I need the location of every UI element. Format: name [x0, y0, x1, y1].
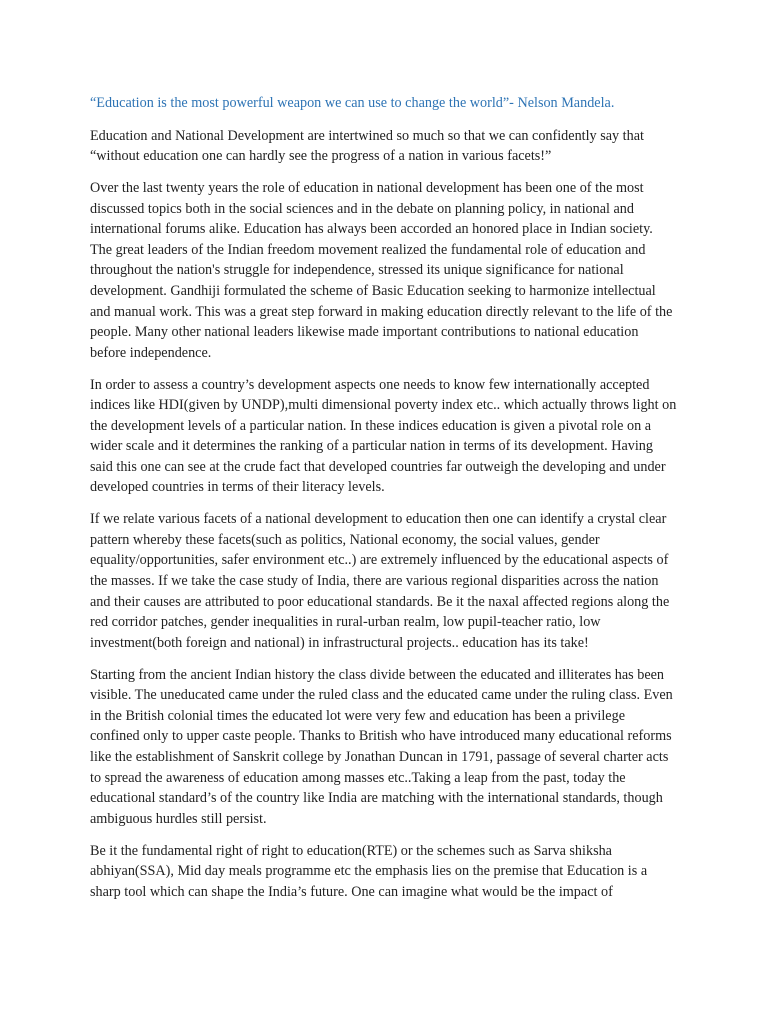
paragraph-history: Over the last twenty years the role of education in national development has been one of the most discussed topics both in the social sciences and in the debate on planning policy, in national and international forums alike. Education has always been accorded an honored place in Indian society. The great leaders of the Indian freedom movement realized the fundamental role of education and throughout the nation's struggle for independence, stressed its unique significance for national development. Gandhiji formulated the scheme of Basic Education seeking to harmonize intellectual and manual work. This was a great step forward in making education directly relevant to the life of the people. Many other national leaders likewise made important contributions to national education before independence.: [90, 179, 673, 361]
epigraph-quote: “Education is the most powerful weapon we can use to change the world”- Nelson Mandela.: [90, 95, 615, 111]
document-page: [90, 93, 678, 914]
paragraph-class-divide: Starting from the ancient Indian history the class divide between the educated and illiterates has been visible. The uneducated came under the ruled class and the educated came under the ruling class. Even in the British colonial times the educated lot were very few and education has been a privilege confined only to upper caste people. Thanks to British who have introduced many educational reforms like the establishment of Sanskrit college by Jonathan Duncan in 1791, passage of several charter acts to spread the awareness of education among masses etc..Taking a leap from the past, today the educational standard’s of the country like India are matching with the international standards, though ambiguous hurdles still persist.: [90, 666, 673, 827]
paragraph-intro: Education and National Development are intertwined so much so that we can confidently say that “without education one can hardly see the progress of a nation in various facets!”: [90, 127, 644, 165]
paragraph-indices: In order to assess a country’s development aspects one needs to know few internationally accepted indices like HDI(given by UNDP),multi dimensional poverty index etc.. which actually throws light on the development levels of a particular nation. In these indices education is given a pivotal role on a wider scale and it determines the ranking of a particular nation in terms of its development. Having said this one can see at the crude fact that developed countries far outweigh the developing and under developed countries in terms of their literacy levels.: [90, 376, 677, 496]
paragraph-rte: Be it the fundamental right of right to education(RTE) or the schemes such as Sarva shiksha abhiyan(SSA), Mid day meals programme etc the emphasis lies on the premise that Education is a sharp tool which can shape the India’s future. One can imagine what would be the impact of: [90, 842, 648, 900]
paragraph-facets: If we relate various facets of a national development to education then one can identify a crystal clear pattern whereby these facets(such as politics, National economy, the social values, gender equality/opportunities, safer environment etc..) are extremely influenced by the educational aspects of the masses. If we take the case study of India, there are various regional disparities across the nation and their causes are attributed to poor educational standards. Be it the naxal affected regions along the red corridor patches, gender inequalities in rural-urban realm, low pupil-teacher ratio, low investment(both foreign and national) in infrastructural projects.. education has its take!: [90, 511, 670, 651]
